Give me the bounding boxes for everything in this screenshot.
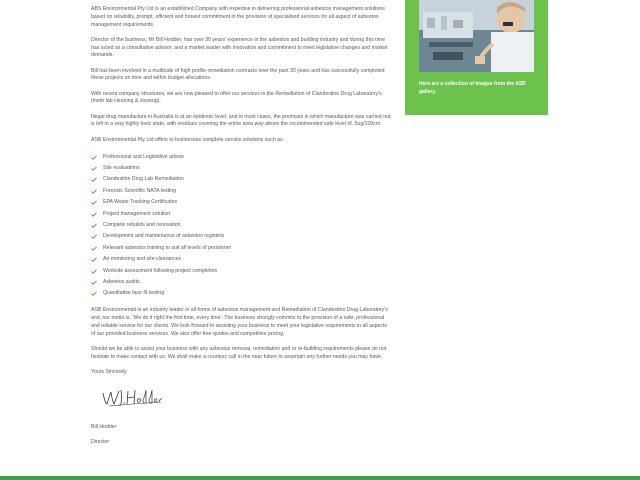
service-label: Clandestine Drug Lab Remediation: [103, 176, 184, 183]
list-item: [91, 163, 392, 174]
service-label: Quantitative face fit testing: [103, 290, 165, 297]
check-icon: [91, 257, 97, 262]
check-icon: [91, 223, 97, 228]
service-label: Professional and Legislative advise: [103, 153, 185, 160]
list-item: [91, 231, 392, 242]
list-item: [91, 197, 392, 208]
service-label: Forensic Scientific NATA testing: [103, 187, 177, 194]
list-item: [91, 243, 392, 254]
list-item: [91, 209, 392, 220]
check-icon: [91, 166, 97, 171]
gallery-card[interactable]: [405, 0, 548, 115]
check-icon: [91, 189, 97, 194]
main-content: [91, 6, 392, 453]
gallery-photo[interactable]: [419, 0, 534, 72]
services-offer-paragraph: With recent company structures, we are now pleased to offer our services in the Remediation of Clandestine Drug Laboratory's (meth lab cleaning & closeup).: [91, 90, 382, 105]
drug-manufacture-paragraph: Illegal drug manufacture in Australia is at an epidemic level, and in most cases, the premises in which manufacture was carried out, is left in a very highly toxic state, with residues covering the entire area way above the recommended safe level of .5ug/100cm.: [91, 113, 392, 128]
list-item: [91, 152, 392, 163]
check-icon: [91, 177, 97, 182]
list-item: [91, 254, 392, 265]
closing-salutation: Yours Sincerely: [91, 368, 127, 375]
check-icon: [91, 200, 97, 205]
check-icon: [91, 291, 97, 296]
check-icon: [91, 269, 97, 274]
list-item: [91, 266, 392, 277]
signoff-name: Bill Hodder: [91, 423, 117, 430]
intro-paragraph: ABS Environmental Pty Ltd is an established Company with expertise in delivering professional asbestos management solutions based on reliability, prompt, efficient and honest commitment in the provision of specialised services for all aspect of asbestos management requirements.: [91, 6, 385, 28]
check-icon: [91, 155, 97, 160]
service-label: Asbestos audits.: [103, 279, 142, 285]
signoff-title: Director: [91, 438, 110, 445]
director-paragraph: Director of the business, Mr Bill Hodder, has over 30 years' experience in the asbestos and building industry and during this time has acted as a consultative advisor, and a market leader with innovation and commitment to meet legislative changes and market demands.: [91, 36, 388, 59]
check-icon: [91, 234, 97, 239]
list-item: [91, 277, 392, 288]
check-icon: [91, 212, 97, 217]
check-icon: [91, 246, 97, 251]
list-item: [91, 186, 392, 197]
service-label: EPA Waste Tracking Certificates: [103, 199, 178, 206]
service-label: Site evaluations: [103, 165, 140, 172]
signature-image: [101, 387, 165, 409]
service-label: Development and maintenance of asbestos registers: [103, 233, 225, 240]
list-item: [91, 174, 392, 185]
experience-paragraph: Bill has been involved in a multitude of high profile remediation contracts over the past 30 years and has successfully completed these projects on time and within budget allocations.: [91, 67, 385, 82]
service-label: Project management solution: [103, 210, 171, 217]
service-label: Worksite assessment following project completion: [103, 267, 218, 274]
list-item: [91, 220, 392, 231]
gallery-caption[interactable]: Here are a collection of images from the ASB gallery.: [419, 81, 526, 95]
list-item: [91, 288, 392, 299]
check-icon: [91, 280, 97, 285]
industry-leader-paragraph: ASB Environmental is an industry leader in all forms of asbestos management and Remediation of Clandestine Drug Laboratory's and, our motto is, 'We do it right the first time, every time'. The business strongly commits to the provision of a safe, professional and reliable service for our clients. We look forward to assisting your business to meet your legislative requirements in all aspects of our provided business services. We also offer free quotes and competitive pricing.: [91, 307, 388, 337]
services-list: [91, 152, 392, 300]
service-label: Complete rebuilds and renovation: [103, 222, 181, 229]
service-label: Relevant asbestos training to suit all levels of personnel: [103, 244, 231, 251]
contact-paragraph: Should we be able to assist your business with any asbestos removal, remediation and or re-building requirements please do not hesitate to make contact with us. We shall make a courtesy call in the near future to ascertain any further needs you may have.: [91, 345, 387, 360]
footer-bar: [0, 476, 640, 480]
solutions-intro-paragraph: ASB Environmental Pty Ltd offers to businesses complete service solutions such as:: [91, 136, 285, 143]
service-label: Air monitoring and site clearances: [103, 256, 182, 263]
